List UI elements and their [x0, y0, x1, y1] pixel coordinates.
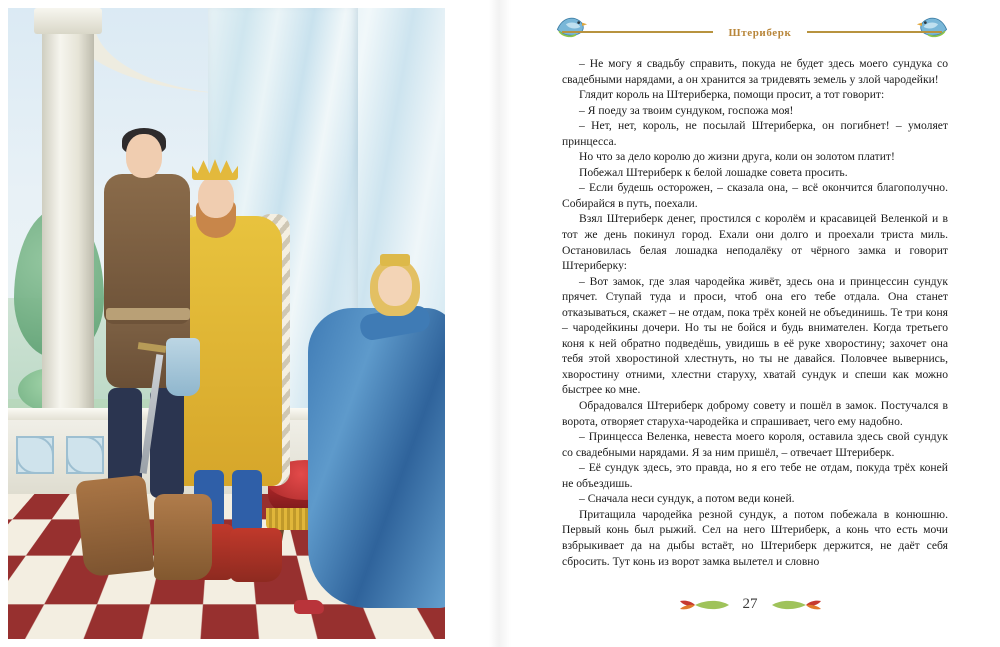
quatrefoil-ornament: [16, 436, 50, 470]
body-text: [562, 56, 948, 569]
paragraph: – Её сундук здесь, это правда, но я его тебе не отдам, покуда трёх коней не объездишь.: [562, 461, 948, 490]
king-leg: [232, 470, 262, 532]
princess-shoe: [294, 600, 324, 614]
knight-belt: [106, 308, 190, 320]
princess-head: [378, 266, 412, 306]
princess-tiara-icon: [380, 254, 410, 266]
page-footer: [500, 596, 1000, 613]
princess-dress: [308, 308, 445, 608]
page-right-text: [500, 0, 1000, 647]
page-header: [560, 16, 960, 50]
paragraph: – Сначала неси сундук, а потом веди коней.: [579, 492, 795, 506]
paragraph: Побежал Штериберк к белой лошадке совета просить.: [579, 165, 848, 179]
knight-boot: [154, 494, 212, 580]
page-number: 27: [742, 596, 758, 612]
cloth-pouch: [166, 338, 200, 396]
illustration-image: [8, 8, 445, 639]
paragraph: – Если будешь осторожен, – сказала она, – всё окончится благополучно. Собирайся в путь, поехали.: [562, 181, 948, 210]
paragraph: – Не могу я свадьбу справить, покуда не будет здесь моего сундука со свадебными нарядами, а он хранится за тридевять земель у злой чародейки!: [562, 57, 948, 86]
king-boot: [230, 528, 282, 582]
paragraph: Но что за дело королю до жизни друга, коли он золотом платит!: [579, 150, 895, 164]
paragraph: – Принцесса Веленка, невеста моего короля, оставила здесь свой сундук со свадебными нарядами. Я за ним пришёл, – отвечает Штериберк.: [562, 430, 948, 459]
running-title: Штериберк: [713, 27, 808, 39]
column-capital: [34, 8, 102, 34]
quatrefoil-ornament: [66, 436, 100, 470]
paragraph: – Вот замок, где злая чародейка живёт, здесь она и принцессин сундук прячет. Ступай туда и проси, чтоб она его тебе отдала. Она станет отказываться, скажет – не отдам, пока трёх коней не объединишь. Те три коня – чародейкины дочери. Но ты не бойся и будь внимателен. Когда третьего коня к ней обратно подведёшь, увидишь в её руке хворостину; захочет она тебя этой хворостиной хлестнуть, но ты не давайся. Половчее вывернись, хворостину отними, хлестни старуху, хватай сундук и спеши как можно быстрее ко мне.: [562, 274, 948, 397]
leaf-ornament-icon: [679, 598, 731, 612]
leaf-ornament-icon: [770, 598, 822, 612]
paragraph: Обрадовался Штериберк доброму совету и пошёл в замок. Постучался в ворота, отворяет старуха-чародейка и спрашивает, чего ему надобно.: [562, 399, 948, 428]
paragraph: Глядит король на Штериберка, помощи просит, а тот говорит:: [579, 88, 885, 102]
king-head: [198, 176, 234, 218]
knight-boot: [75, 475, 155, 578]
paragraph: – Нет, нет, король, не посылай Штериберка, он погибнет! – умоляет принцесса.: [562, 119, 948, 148]
paragraph: Притащила чародейка резной сундук, а потом побежала в конюшню. Первый конь был рыжий. Сел на него Штериберк, а конь что есть мочи взбрыкивает да на дыбы встаёт, но Штериберк держится, не даёт себя сбросить. Тут конь из ворот замка вылетел и словно: [562, 507, 948, 568]
paragraph: Взял Штериберк денег, простился с королём и красавицей Веленкой и в тот же день покинул город. Ехали они долго и проехали триста миль. Остановилась белая лошадка неподалёку от чёрного замка и говорит Штериберку:: [562, 212, 948, 273]
paragraph: – Я поеду за твоим сундуком, госпожа моя!: [579, 103, 794, 117]
knight-body: [104, 174, 190, 324]
knight-head: [126, 134, 162, 178]
